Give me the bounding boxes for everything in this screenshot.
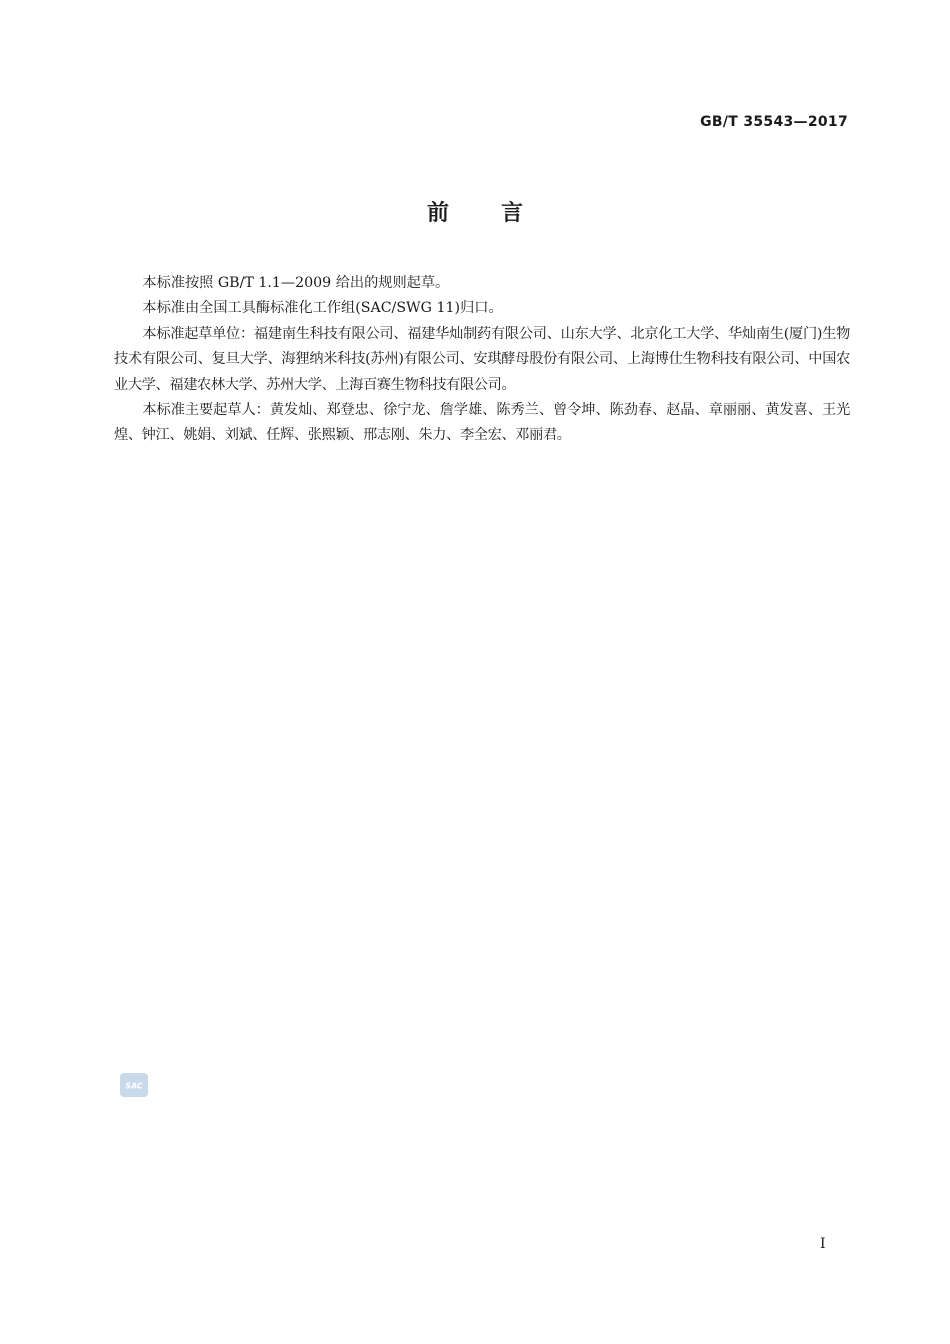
standard-number: GB/T 35543—2017 — [700, 114, 848, 130]
page-number: I — [820, 1236, 826, 1252]
paragraph-drafting-rules: 本标准按照 GB/T 1.1—2009 给出的规则起草。 — [142, 275, 450, 291]
paragraph-drafters: 本标准主要起草人：黄发灿、郑登忠、徐宁龙、詹学雄、陈秀兰、曾令坤、陈劲春、赵晶、章丽丽、黄发喜、王光煌、钟江、姚娟、刘斌、任辉、张熙颖、邢志刚、朱力、李全宏、邓丽君。 — [114, 402, 850, 444]
paragraph-drafting-units: 本标准起草单位：福建南生科技有限公司、福建华灿制药有限公司、山东大学、北京化工大学、华灿南生(厦门)生物技术有限公司、复旦大学、海狸纳米科技(苏州)有限公司、安琪酵母股份有限公司、上海博仕生物科技有限公司、中国农业大学、福建农林大学、苏州大学、上海百赛生物科技有限公司。 — [114, 325, 850, 393]
document-body — [114, 271, 850, 449]
paragraph-responsible-body: 本标准由全国工具酶标准化工作组(SAC/SWG 11)归口。 — [142, 300, 503, 317]
sac-logo-text: SAC — [125, 1081, 143, 1091]
page-title: 前言 — [426, 201, 575, 226]
sac-logo-icon — [120, 1073, 148, 1097]
